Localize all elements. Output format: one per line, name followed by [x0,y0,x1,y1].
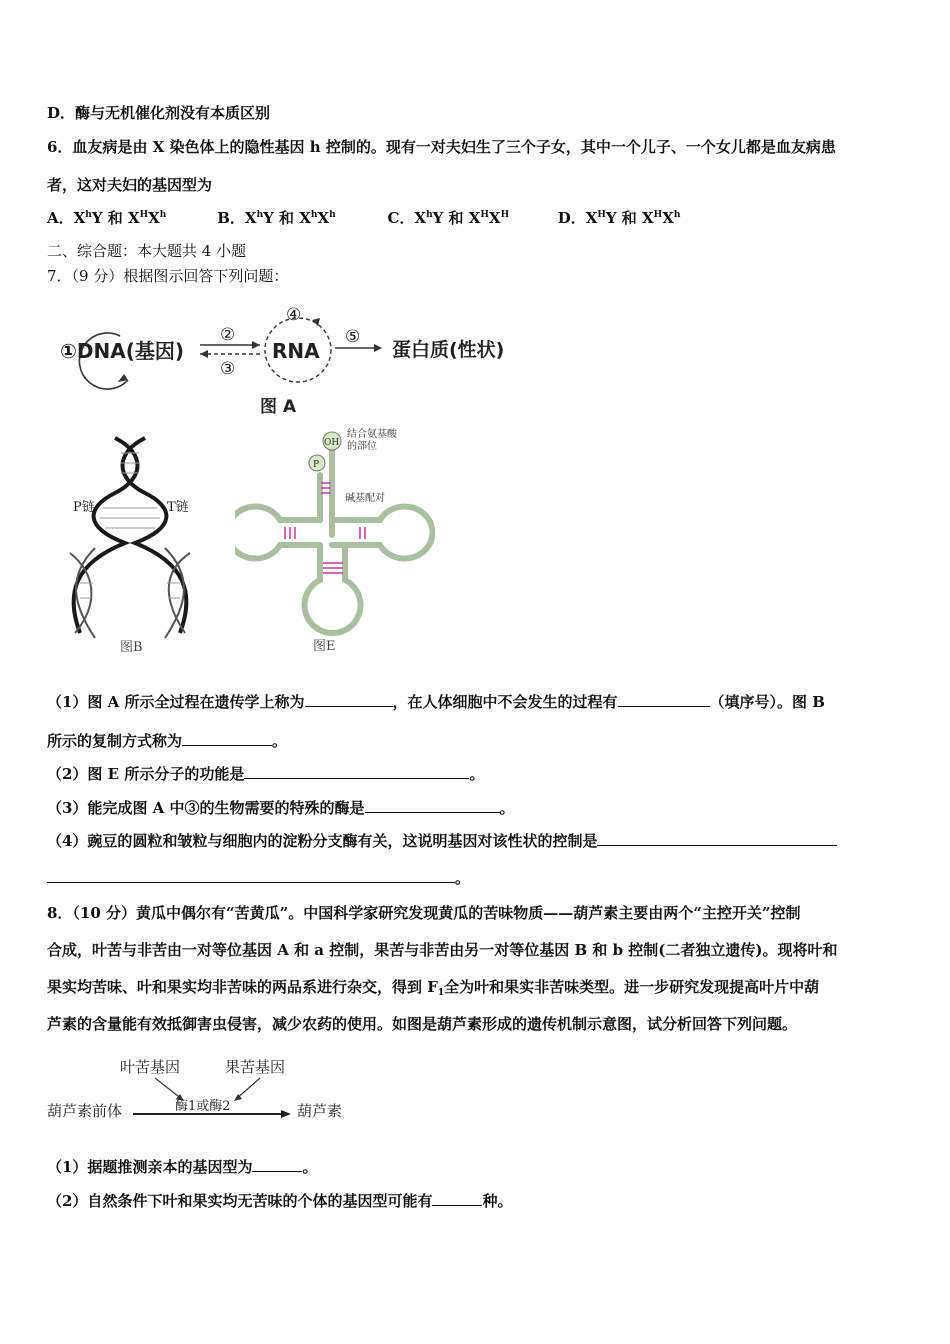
q6-option-b: B．$X^hY$ 和 $X^hX^h$ [217,209,336,227]
precursor-label: 葫芦素前体 [47,1102,123,1120]
leaf-gene-label: 叶苦基因 [120,1058,181,1076]
enzyme-label: 酶1或酶2 [175,1099,231,1114]
q8-blank-2[interactable] [432,1191,482,1206]
q7-sub1-line1: （1）图 A 所示全过程在遗传学上称为 ，在人体细胞中不会发生的过程有 （填序号）。图 B [47,693,825,711]
figa-protein-label: 蛋白质(性状) [392,339,505,361]
q7-blank-4[interactable] [244,764,469,779]
q5-option-d: D．酶与无机催化剂没有本质区别 [47,104,271,122]
trna-backbone [235,447,433,633]
fige-caption: 图E [313,639,336,654]
q7-blank-1[interactable] [305,692,393,707]
q6-option-c: C．$X^hY$ 和 $X^HX^H$ [387,209,510,227]
figure-b [55,433,230,658]
q6-option-a: A．$X^hY$ 和 $X^HX^h$ [47,209,167,227]
q7-sub2: （2）图 E 所示分子的功能是 。 [47,765,485,783]
q6-stem-line2: 者，这对夫妇的基因型为 [47,176,213,194]
fige-site2: 的部位 [347,441,377,452]
q7-blank-6[interactable] [597,831,837,846]
q7-sub4-line1: （4）豌豆的圆粒和皱粒与细胞内的淀粉分支酶有关，这说明基因对该性状的控制是 [47,831,837,851]
fige-oh: OH [324,438,340,448]
q7-sub3: （3）能完成图 A 中③的生物需要的特殊的酶是 。 [47,799,515,817]
q7-sub4-line2: 。 [47,868,470,888]
q7-sub1-line2: 所示的复制方式称为 。 [47,732,288,750]
q6-option-d: D．$X^HY$ 和 $X^HX^h$ [557,209,681,227]
q8-line2: 合成，叶苦与非苦由一对等位基因 A 和 a 控制，果苦与非苦由另一对等位基因 B 和 b 控制(二者独立遗传)。现将叶和 [47,941,838,959]
figb-caption: 图B [120,640,143,655]
figa-label-5: ⑤ [345,327,361,347]
q7-stem: 7．（9 分）根据图示回答下列问题： [47,267,289,285]
q8-sub2: （2）自然条件下叶和果实均无苦味的个体的基因型可能有 种。 [47,1192,513,1210]
fige-pairing: 碱基配对 [345,493,385,504]
figa-rna-label: RNA [272,339,320,363]
q6-options [47,208,680,228]
fige-p: P [313,460,320,470]
section2-heading: 二、综合题：本大题共 4 小题 [47,242,247,260]
figa-label-3: ③ [220,359,236,379]
product-label: 葫芦素 [297,1102,343,1120]
q7-blank-3[interactable] [182,731,272,746]
figb-p-chain: P链 [73,500,95,515]
q7-blank-2[interactable] [618,692,710,707]
transcription-arrowhead [252,341,260,349]
figa-caption: 图 A [260,397,297,417]
q8-line3: 果实均苦味、叶和果实均非苦味的两品系进行杂交，得到 $F_1$全为叶和果实非苦味类型。进一步研究发现提高叶片中葫 [47,978,820,998]
dna-daughter-strands [70,548,190,638]
fruit-gene-label: 果苦基因 [225,1058,286,1076]
figure-a [50,298,550,423]
reaction-arrowhead [281,1110,291,1118]
q6-stem-line1: 6．血友病是由 X 染色体上的隐性基因 h 控制的。现有一对夫妇生了三个子女，其中一个儿子、一个女儿都是血友病患 [47,138,836,156]
q8-line1: 8．（10 分）黄瓜中偶尔有“苦黄瓜”。中国科学家研究发现黄瓜的苦味物质——葫芦素主要由两个“主控开关”控制 [47,904,801,922]
q7-blank-5[interactable] [365,798,500,813]
fige-site: 结合氨基酸 [347,429,397,440]
figa-dna-label: ①DNA(基因) [60,339,185,363]
reverse-transcription-arrowhead [200,350,208,358]
figa-label-4: ④ [286,305,302,325]
figb-t-chain: T链 [167,500,189,515]
q8-diagram [45,1052,365,1124]
q8-blank-1[interactable] [252,1157,302,1172]
q8-sub1: （1）据题推测亲本的基因型为 。 [47,1158,318,1176]
translation-arrowhead [374,344,382,352]
figure-e [235,425,435,660]
q7-blank-7[interactable] [47,868,455,883]
q8-line4: 芦素的含量能有效抵御害虫侵害，减少农药的使用。如图是葫芦素形成的遗传机制示意图，试分析回答下列问题。 [47,1015,798,1033]
figa-label-2: ② [220,325,236,345]
